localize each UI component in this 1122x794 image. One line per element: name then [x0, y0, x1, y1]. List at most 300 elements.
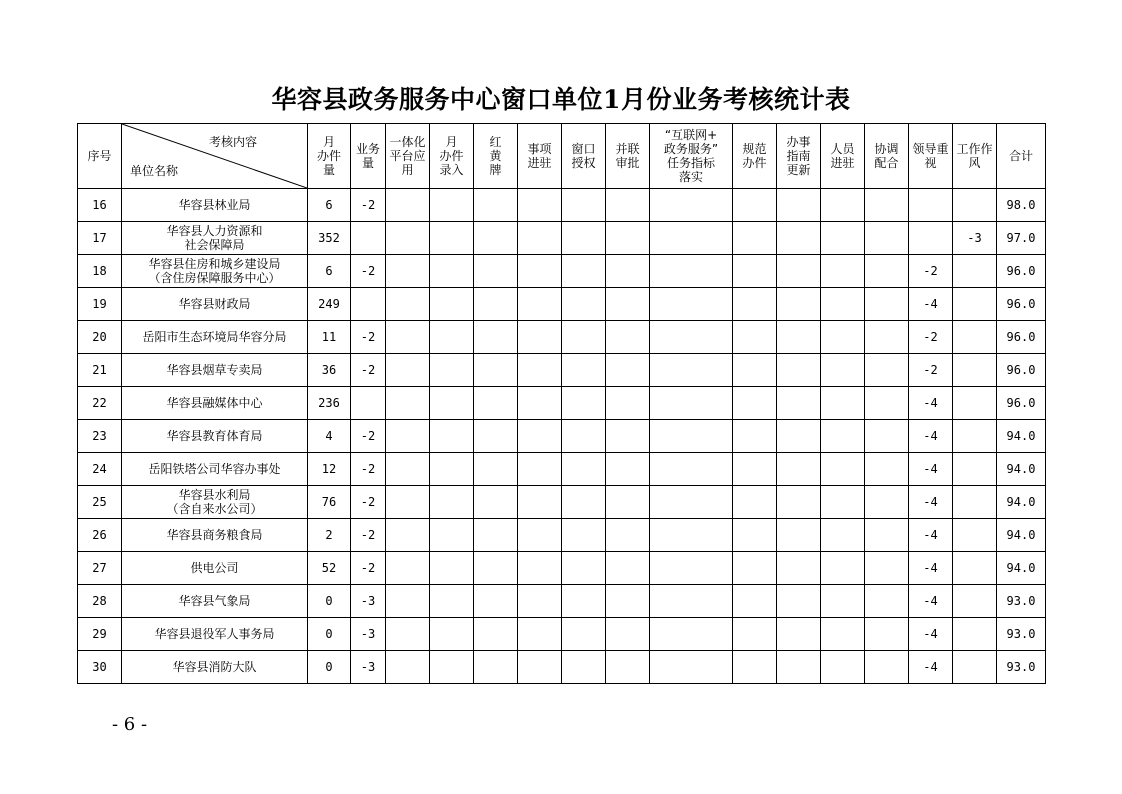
row-cell-1: -3 — [351, 618, 386, 651]
row-cell-13: -2 — [909, 321, 953, 354]
row-cell-7 — [606, 585, 650, 618]
row-cell-15: 93.0 — [997, 618, 1046, 651]
row-cell-5 — [518, 354, 562, 387]
row-cell-0: 76 — [308, 486, 351, 519]
row-cell-15: 94.0 — [997, 486, 1046, 519]
table-row — [78, 387, 1046, 420]
row-cell-0: 36 — [308, 354, 351, 387]
row-cell-7 — [606, 420, 650, 453]
table-row — [78, 288, 1046, 321]
row-cell-0: 6 — [308, 189, 351, 222]
row-cell-0: 2 — [308, 519, 351, 552]
row-cell-6 — [562, 321, 606, 354]
row-cell-13: -4 — [909, 420, 953, 453]
header-col-10: 办事 指南 更新 — [777, 124, 821, 189]
row-cell-7 — [606, 387, 650, 420]
row-cell-9 — [733, 222, 777, 255]
row-cell-5 — [518, 453, 562, 486]
row-cell-4 — [474, 288, 518, 321]
row-cell-3 — [430, 420, 474, 453]
row-cell-10 — [777, 618, 821, 651]
row-cell-6 — [562, 420, 606, 453]
row-cell-2 — [386, 651, 430, 684]
row-cell-14 — [953, 651, 997, 684]
row-unit-name: 华容县气象局 — [122, 585, 308, 618]
page-title: 华容县政务服务中心窗口单位1月份业务考核统计表 — [271, 85, 851, 114]
row-cell-5 — [518, 321, 562, 354]
row-cell-10 — [777, 255, 821, 288]
row-cell-6 — [562, 288, 606, 321]
row-cell-0: 236 — [308, 387, 351, 420]
header-col-0: 月 办件 量 — [308, 124, 351, 189]
row-cell-7 — [606, 519, 650, 552]
table-body — [78, 189, 1046, 684]
row-cell-2 — [386, 354, 430, 387]
row-cell-7 — [606, 255, 650, 288]
row-cell-15: 96.0 — [997, 387, 1046, 420]
row-cell-3 — [430, 387, 474, 420]
table-row — [78, 486, 1046, 519]
row-cell-12 — [865, 552, 909, 585]
row-unit-name: 华容县融媒体中心 — [122, 387, 308, 420]
row-unit-name: 华容县烟草专卖局 — [122, 354, 308, 387]
row-cell-7 — [606, 486, 650, 519]
header-col-2: 一体化 平台应 用 — [386, 124, 430, 189]
row-cell-12 — [865, 486, 909, 519]
row-cell-10 — [777, 585, 821, 618]
row-cell-9 — [733, 519, 777, 552]
row-cell-9 — [733, 453, 777, 486]
row-cell-10 — [777, 651, 821, 684]
row-cell-5 — [518, 222, 562, 255]
row-cell-0: 249 — [308, 288, 351, 321]
row-cell-12 — [865, 255, 909, 288]
row-cell-13: -4 — [909, 486, 953, 519]
table-row — [78, 651, 1046, 684]
row-cell-11 — [821, 486, 865, 519]
row-cell-9 — [733, 420, 777, 453]
row-cell-12 — [865, 651, 909, 684]
row-cell-4 — [474, 255, 518, 288]
table-row — [78, 618, 1046, 651]
table-row — [78, 354, 1046, 387]
row-cell-7 — [606, 189, 650, 222]
row-cell-1: -2 — [351, 519, 386, 552]
row-cell-11 — [821, 519, 865, 552]
row-cell-13 — [909, 189, 953, 222]
row-cell-2 — [386, 453, 430, 486]
header-col-5: 事项 进驻 — [518, 124, 562, 189]
header-col-8: “互联网+ 政务服务” 任务指标 落实 — [650, 124, 733, 189]
row-cell-14 — [953, 255, 997, 288]
row-cell-8 — [650, 453, 733, 486]
row-unit-name: 岳阳市生态环境局华容分局 — [122, 321, 308, 354]
header-seq: 序号 — [78, 124, 122, 189]
row-cell-12 — [865, 189, 909, 222]
row-seq: 29 — [78, 618, 122, 651]
row-cell-14 — [953, 519, 997, 552]
row-cell-3 — [430, 519, 474, 552]
row-seq: 19 — [78, 288, 122, 321]
row-cell-12 — [865, 222, 909, 255]
row-cell-14 — [953, 321, 997, 354]
row-cell-0: 0 — [308, 651, 351, 684]
row-cell-4 — [474, 420, 518, 453]
row-cell-0: 4 — [308, 420, 351, 453]
row-cell-3 — [430, 618, 474, 651]
row-cell-5 — [518, 255, 562, 288]
table-row — [78, 453, 1046, 486]
row-cell-13: -4 — [909, 519, 953, 552]
row-cell-4 — [474, 321, 518, 354]
row-cell-2 — [386, 585, 430, 618]
row-cell-8 — [650, 618, 733, 651]
row-cell-9 — [733, 288, 777, 321]
row-unit-name: 华容县住房和城乡建设局 （含住房保障服务中心） — [122, 255, 308, 288]
row-cell-14 — [953, 420, 997, 453]
row-cell-2 — [386, 288, 430, 321]
row-seq: 28 — [78, 585, 122, 618]
row-cell-4 — [474, 651, 518, 684]
row-cell-10 — [777, 354, 821, 387]
row-cell-13: -4 — [909, 387, 953, 420]
row-cell-10 — [777, 486, 821, 519]
row-cell-3 — [430, 189, 474, 222]
row-unit-name: 华容县水利局 （含自来水公司） — [122, 486, 308, 519]
row-cell-3 — [430, 222, 474, 255]
row-cell-12 — [865, 519, 909, 552]
row-cell-8 — [650, 288, 733, 321]
row-cell-15: 96.0 — [997, 255, 1046, 288]
row-cell-9 — [733, 585, 777, 618]
row-cell-7 — [606, 222, 650, 255]
row-cell-9 — [733, 486, 777, 519]
row-cell-13: -4 — [909, 651, 953, 684]
row-cell-12 — [865, 354, 909, 387]
row-cell-1 — [351, 222, 386, 255]
row-cell-5 — [518, 189, 562, 222]
row-cell-0: 352 — [308, 222, 351, 255]
row-cell-8 — [650, 420, 733, 453]
row-cell-3 — [430, 552, 474, 585]
row-cell-4 — [474, 585, 518, 618]
row-unit-name: 华容县林业局 — [122, 189, 308, 222]
row-cell-12 — [865, 618, 909, 651]
row-cell-10 — [777, 387, 821, 420]
row-cell-11 — [821, 189, 865, 222]
header-col-1: 业务 量 — [351, 124, 386, 189]
row-cell-1: -2 — [351, 321, 386, 354]
row-cell-9 — [733, 354, 777, 387]
row-cell-2 — [386, 420, 430, 453]
row-cell-7 — [606, 321, 650, 354]
row-cell-14 — [953, 288, 997, 321]
row-cell-14 — [953, 486, 997, 519]
header-assessment-content: 考核内容 — [208, 135, 257, 149]
row-cell-6 — [562, 519, 606, 552]
row-seq: 24 — [78, 453, 122, 486]
row-cell-5 — [518, 387, 562, 420]
row-cell-13: -4 — [909, 618, 953, 651]
row-cell-14 — [953, 387, 997, 420]
table-row — [78, 222, 1046, 255]
row-cell-6 — [562, 387, 606, 420]
row-seq: 17 — [78, 222, 122, 255]
row-cell-8 — [650, 585, 733, 618]
table-row — [78, 321, 1046, 354]
row-cell-4 — [474, 222, 518, 255]
header-col-12: 协调 配合 — [865, 124, 909, 189]
row-cell-13: -4 — [909, 552, 953, 585]
row-cell-8 — [650, 321, 733, 354]
row-cell-5 — [518, 618, 562, 651]
row-cell-12 — [865, 420, 909, 453]
row-cell-11 — [821, 420, 865, 453]
row-cell-10 — [777, 222, 821, 255]
row-cell-5 — [518, 552, 562, 585]
header-col-15: 合计 — [997, 124, 1046, 189]
row-cell-14 — [953, 453, 997, 486]
row-cell-15: 93.0 — [997, 585, 1046, 618]
row-cell-7 — [606, 354, 650, 387]
row-cell-11 — [821, 354, 865, 387]
row-cell-2 — [386, 387, 430, 420]
row-cell-7 — [606, 288, 650, 321]
row-cell-2 — [386, 486, 430, 519]
row-cell-15: 96.0 — [997, 288, 1046, 321]
row-cell-2 — [386, 255, 430, 288]
row-cell-15: 97.0 — [997, 222, 1046, 255]
row-cell-0: 6 — [308, 255, 351, 288]
row-cell-1 — [351, 288, 386, 321]
row-cell-3 — [430, 585, 474, 618]
row-cell-8 — [650, 486, 733, 519]
header-row — [78, 124, 1046, 189]
row-cell-1: -2 — [351, 255, 386, 288]
row-cell-14 — [953, 189, 997, 222]
row-cell-6 — [562, 255, 606, 288]
row-cell-11 — [821, 321, 865, 354]
table-row — [78, 420, 1046, 453]
row-cell-10 — [777, 420, 821, 453]
row-seq: 30 — [78, 651, 122, 684]
row-cell-11 — [821, 255, 865, 288]
row-cell-13: -2 — [909, 354, 953, 387]
row-cell-2 — [386, 321, 430, 354]
row-cell-2 — [386, 189, 430, 222]
table-row — [78, 255, 1046, 288]
row-cell-5 — [518, 420, 562, 453]
diagonal-line — [122, 124, 307, 188]
row-cell-2 — [386, 552, 430, 585]
row-cell-11 — [821, 651, 865, 684]
row-cell-13 — [909, 222, 953, 255]
header-col-9: 规范 办件 — [733, 124, 777, 189]
row-cell-15: 94.0 — [997, 453, 1046, 486]
row-cell-12 — [865, 453, 909, 486]
row-cell-11 — [821, 585, 865, 618]
row-cell-6 — [562, 222, 606, 255]
row-cell-8 — [650, 189, 733, 222]
row-cell-15: 94.0 — [997, 552, 1046, 585]
row-cell-3 — [430, 321, 474, 354]
row-cell-4 — [474, 486, 518, 519]
table-row — [78, 552, 1046, 585]
row-cell-8 — [650, 519, 733, 552]
row-cell-4 — [474, 552, 518, 585]
row-cell-9 — [733, 255, 777, 288]
row-cell-12 — [865, 288, 909, 321]
row-cell-6 — [562, 585, 606, 618]
table-row — [78, 585, 1046, 618]
row-cell-11 — [821, 618, 865, 651]
header-col-13: 领导重 视 — [909, 124, 953, 189]
row-unit-name: 华容县消防大队 — [122, 651, 308, 684]
row-cell-6 — [562, 453, 606, 486]
row-unit-name: 华容县退役军人事务局 — [122, 618, 308, 651]
row-cell-7 — [606, 453, 650, 486]
row-seq: 26 — [78, 519, 122, 552]
header-col-6: 窗口 授权 — [562, 124, 606, 189]
row-unit-name: 华容县商务粮食局 — [122, 519, 308, 552]
row-cell-5 — [518, 651, 562, 684]
row-seq: 22 — [78, 387, 122, 420]
row-cell-10 — [777, 453, 821, 486]
row-cell-13: -4 — [909, 453, 953, 486]
row-cell-8 — [650, 651, 733, 684]
row-cell-5 — [518, 288, 562, 321]
row-cell-1: -2 — [351, 552, 386, 585]
header-col-11: 人员 进驻 — [821, 124, 865, 189]
row-cell-1: -2 — [351, 486, 386, 519]
row-cell-2 — [386, 222, 430, 255]
row-cell-0: 11 — [308, 321, 351, 354]
row-cell-9 — [733, 189, 777, 222]
row-cell-8 — [650, 354, 733, 387]
row-cell-6 — [562, 354, 606, 387]
row-cell-6 — [562, 651, 606, 684]
row-cell-12 — [865, 585, 909, 618]
row-cell-14 — [953, 618, 997, 651]
row-cell-1: -2 — [351, 420, 386, 453]
row-cell-13: -2 — [909, 255, 953, 288]
row-cell-1: -2 — [351, 189, 386, 222]
table-row — [78, 189, 1046, 222]
row-cell-10 — [777, 288, 821, 321]
row-cell-8 — [650, 552, 733, 585]
row-cell-12 — [865, 321, 909, 354]
row-cell-15: 94.0 — [997, 519, 1046, 552]
row-cell-2 — [386, 618, 430, 651]
row-cell-14 — [953, 354, 997, 387]
row-cell-10 — [777, 189, 821, 222]
row-unit-name: 华容县人力资源和 社会保障局 — [122, 222, 308, 255]
table-row — [78, 519, 1046, 552]
row-cell-15: 96.0 — [997, 354, 1046, 387]
row-seq: 21 — [78, 354, 122, 387]
row-cell-7 — [606, 552, 650, 585]
row-cell-3 — [430, 453, 474, 486]
page-number: - 6 - — [112, 714, 148, 735]
row-cell-15: 98.0 — [997, 189, 1046, 222]
row-cell-11 — [821, 288, 865, 321]
row-cell-5 — [518, 519, 562, 552]
row-cell-4 — [474, 354, 518, 387]
row-cell-0: 0 — [308, 585, 351, 618]
row-cell-3 — [430, 255, 474, 288]
row-cell-5 — [518, 486, 562, 519]
row-cell-0: 0 — [308, 618, 351, 651]
row-cell-1: -2 — [351, 453, 386, 486]
row-cell-0: 12 — [308, 453, 351, 486]
row-seq: 18 — [78, 255, 122, 288]
header-col-14: 工作作 风 — [953, 124, 997, 189]
row-cell-9 — [733, 651, 777, 684]
row-cell-5 — [518, 585, 562, 618]
header-unit-name: 单位名称 — [130, 164, 179, 178]
row-cell-9 — [733, 387, 777, 420]
row-seq: 27 — [78, 552, 122, 585]
row-cell-6 — [562, 552, 606, 585]
row-cell-14 — [953, 552, 997, 585]
row-cell-6 — [562, 189, 606, 222]
row-cell-11 — [821, 387, 865, 420]
row-cell-4 — [474, 519, 518, 552]
row-cell-1: -3 — [351, 651, 386, 684]
row-cell-6 — [562, 486, 606, 519]
row-cell-10 — [777, 321, 821, 354]
header-diagonal-cell — [122, 124, 308, 189]
row-cell-0: 52 — [308, 552, 351, 585]
row-cell-10 — [777, 519, 821, 552]
row-cell-10 — [777, 552, 821, 585]
row-seq: 16 — [78, 189, 122, 222]
row-cell-13: -4 — [909, 585, 953, 618]
row-cell-4 — [474, 453, 518, 486]
row-cell-13: -4 — [909, 288, 953, 321]
row-cell-9 — [733, 552, 777, 585]
row-cell-1: -2 — [351, 354, 386, 387]
row-cell-3 — [430, 486, 474, 519]
row-cell-2 — [386, 519, 430, 552]
row-unit-name: 华容县教育体育局 — [122, 420, 308, 453]
row-cell-14: -3 — [953, 222, 997, 255]
row-cell-4 — [474, 189, 518, 222]
row-unit-name: 华容县财政局 — [122, 288, 308, 321]
row-seq: 23 — [78, 420, 122, 453]
row-cell-11 — [821, 222, 865, 255]
row-cell-14 — [953, 585, 997, 618]
row-cell-1 — [351, 387, 386, 420]
row-seq: 25 — [78, 486, 122, 519]
row-cell-3 — [430, 651, 474, 684]
row-cell-15: 96.0 — [997, 321, 1046, 354]
row-cell-12 — [865, 387, 909, 420]
row-unit-name: 供电公司 — [122, 552, 308, 585]
row-cell-3 — [430, 288, 474, 321]
row-cell-15: 93.0 — [997, 651, 1046, 684]
header-col-7: 并联 审批 — [606, 124, 650, 189]
row-cell-11 — [821, 552, 865, 585]
header-col-3: 月 办件 录入 — [430, 124, 474, 189]
row-cell-1: -3 — [351, 585, 386, 618]
row-cell-8 — [650, 255, 733, 288]
row-unit-name: 岳阳铁塔公司华容办事处 — [122, 453, 308, 486]
row-cell-8 — [650, 222, 733, 255]
assessment-table — [77, 123, 1046, 684]
row-cell-3 — [430, 354, 474, 387]
row-cell-4 — [474, 618, 518, 651]
